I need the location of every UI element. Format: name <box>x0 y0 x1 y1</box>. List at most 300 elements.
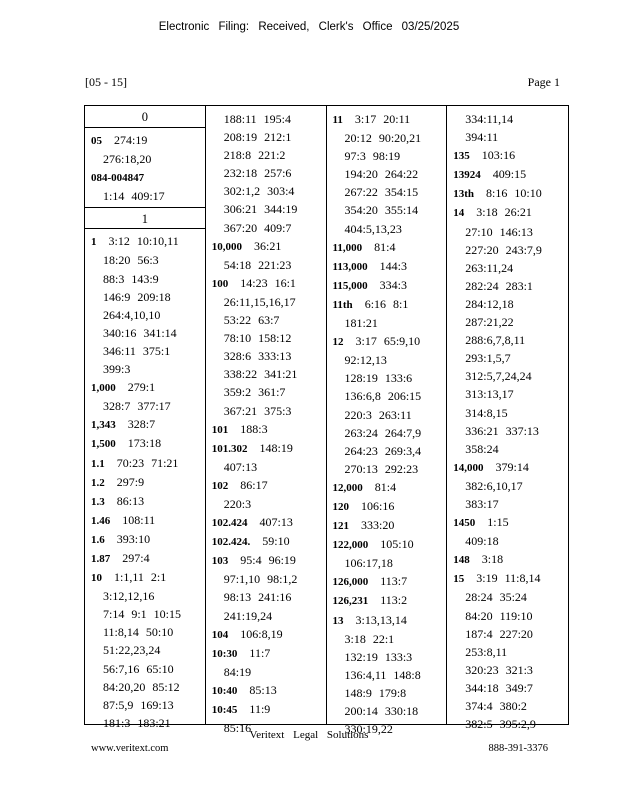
index-page-refs: 28:24 35:24 <box>465 590 527 605</box>
index-term: 11,000 <box>332 241 363 254</box>
index-column-1 <box>85 106 206 730</box>
index-page-refs: 8:16 10:10 <box>486 186 542 201</box>
index-page-refs: 84:19 <box>223 664 252 679</box>
index-page-refs: 354:20 355:14 <box>344 203 419 218</box>
index-page-refs: 404:5,13,23 <box>344 221 402 236</box>
index-page-refs: 1:1,11 2:1 <box>114 570 167 585</box>
index-entry <box>85 415 205 434</box>
index-page-refs: 188:11 195:4 <box>223 112 291 126</box>
index-entry <box>327 591 447 610</box>
index-entry <box>85 473 205 492</box>
index-term: 12,000 <box>332 481 363 494</box>
index-entry-continuation <box>206 495 326 513</box>
index-page-refs: 3:18 26:21 <box>476 205 532 220</box>
index-page-refs: 3:12,12,16 <box>103 589 155 604</box>
index-entry-continuation <box>447 532 568 550</box>
index-page-refs: 54:18 221:23 <box>223 257 292 272</box>
index-term: 1.87 <box>91 552 111 565</box>
index-entry <box>85 168 205 187</box>
index-page-refs: 3:17 20:11 <box>354 112 411 126</box>
index-entry-continuation <box>447 404 568 422</box>
index-term: 10:40 <box>211 684 238 697</box>
index-entry-continuation <box>206 256 326 274</box>
index-entry-continuation <box>85 288 205 306</box>
index-page-refs: 146:9 209:18 <box>103 289 171 304</box>
index-page-refs: 148:9 179:8 <box>344 685 407 700</box>
index-entry-continuation <box>327 666 447 684</box>
index-term: 12 <box>332 336 344 349</box>
index-entry-continuation <box>85 306 205 324</box>
index-entry-continuation <box>327 684 447 702</box>
index-page-refs: 97:3 98:19 <box>344 149 401 164</box>
index-page-refs: 306:21 344:19 <box>223 202 298 217</box>
index-entry-continuation <box>85 360 205 378</box>
index-entry <box>85 492 205 511</box>
index-entry-continuation <box>447 643 568 661</box>
index-entry-continuation <box>447 241 568 259</box>
index-page-refs: 328:7 <box>127 417 156 432</box>
index-page-refs: 359:2 361:7 <box>223 385 286 400</box>
index-page-refs: 78:10 158:12 <box>223 331 292 346</box>
index-page-refs: 105:10 <box>380 537 414 552</box>
index-page-refs: 194:20 264:22 <box>344 167 419 182</box>
index-column-3 <box>327 106 448 737</box>
index-entry-continuation <box>327 165 447 183</box>
index-entry <box>327 572 447 591</box>
index-entry-continuation <box>447 440 568 458</box>
index-term: 126,231 <box>332 595 369 608</box>
index-page-refs: 267:22 354:15 <box>344 185 419 200</box>
index-entry <box>447 184 568 203</box>
index-page-refs: 106:16 <box>361 498 395 513</box>
index-entry-continuation <box>447 385 568 403</box>
index-entry-continuation <box>85 187 205 205</box>
index-entry-continuation <box>206 329 326 347</box>
index-entry-continuation <box>447 625 568 643</box>
index-entry <box>206 644 326 663</box>
index-page-refs: 367:21 375:3 <box>223 403 292 418</box>
index-page-refs: 86:17 <box>240 477 268 492</box>
index-entry <box>206 439 326 458</box>
index-page-refs: 334:11,14 <box>465 112 514 126</box>
index-page-refs: 282:24 283:1 <box>465 278 533 293</box>
index-column-2 <box>206 106 327 736</box>
index-entry-continuation <box>327 648 447 666</box>
index-entry <box>447 165 568 184</box>
section-entries <box>85 128 205 205</box>
index-page-refs: 106:17,18 <box>344 556 393 571</box>
index-entry-continuation <box>447 607 568 625</box>
index-entry-continuation <box>206 311 326 329</box>
index-term: 1.1 <box>91 457 105 470</box>
index-page-refs: 113:2 <box>380 593 408 608</box>
index-term: 084-004847 <box>91 172 145 185</box>
index-term: 135 <box>453 150 470 163</box>
filing-stamp-header: Electronic Filing: Received, Clerk's Office 03/25/2025 <box>158 21 460 33</box>
index-entry <box>327 238 447 257</box>
index-page-refs: 85:13 <box>249 682 277 697</box>
index-page-refs: 3:18 <box>481 552 504 567</box>
index-entry-continuation <box>206 128 326 146</box>
index-entry-continuation <box>206 110 326 128</box>
index-page-refs: 181:3 183:21 <box>103 715 171 730</box>
index-page-refs: 383:17 <box>465 496 499 511</box>
index-page-refs: 188:3 <box>240 421 268 436</box>
index-page-refs: 333:20 <box>361 518 395 533</box>
index-term: 11 <box>332 114 343 126</box>
index-page-refs: 11:7 <box>249 645 271 660</box>
footer-company: Veritext Legal Solutions <box>249 729 369 741</box>
index-page-refs: 218:8 221:2 <box>223 148 286 163</box>
index-page-refs: 6:16 8:1 <box>364 296 409 311</box>
index-entry-continuation <box>327 406 447 424</box>
index-entry-continuation <box>447 110 568 128</box>
index-page-refs: 81:4 <box>374 479 397 494</box>
index-term: 1.6 <box>91 533 105 546</box>
index-page-refs: 81:4 <box>374 239 396 254</box>
index-entry-continuation <box>447 313 568 331</box>
index-page-refs: 379:14 <box>495 459 529 474</box>
index-page-refs: 407:13 <box>259 515 293 530</box>
index-entry <box>206 700 326 719</box>
section-heading: 0 <box>85 106 205 128</box>
index-entry <box>85 530 205 549</box>
index-term: 14 <box>453 207 465 220</box>
index-entry-continuation <box>85 605 205 623</box>
index-page-refs: 84:20 119:10 <box>465 608 533 623</box>
index-entry <box>327 478 447 497</box>
index-page-refs: 86:13 <box>116 493 145 508</box>
index-term: 121 <box>332 520 349 533</box>
index-page-refs: 264:23 269:3,4 <box>344 443 422 458</box>
index-page-refs: 14:23 16:1 <box>240 275 296 290</box>
index-page-refs: 344:18 349:7 <box>465 680 533 695</box>
index-page-refs: 232:18 257:6 <box>223 166 292 181</box>
index-entry <box>327 332 447 351</box>
index-entry <box>327 110 447 129</box>
index-entry-continuation <box>447 679 568 697</box>
index-page-refs: 11:9 <box>249 702 271 716</box>
index-entry <box>85 568 205 587</box>
index-entry-continuation <box>206 458 326 476</box>
index-page-refs: 302:1,2 303:4 <box>223 184 295 199</box>
index-page-refs: 113:7 <box>380 574 408 589</box>
index-entry-continuation <box>85 623 205 641</box>
index-entry <box>85 434 205 453</box>
index-term: 1.2 <box>91 476 105 489</box>
index-page-refs: 1:14 409:17 <box>103 189 165 204</box>
index-entry <box>327 516 447 535</box>
index-page-refs: 393:10 <box>116 531 151 546</box>
index-entry-continuation <box>206 663 326 681</box>
index-term: 126,000 <box>332 576 369 589</box>
index-entry <box>447 458 568 477</box>
index-entry-continuation <box>327 702 447 720</box>
index-page-refs: 18:20 56:3 <box>103 253 159 268</box>
index-entry-continuation <box>206 182 326 200</box>
index-entry-continuation <box>206 146 326 164</box>
index-entry-continuation <box>327 201 447 219</box>
index-page-refs: 97:1,10 98:1,2 <box>223 572 298 587</box>
index-entry <box>327 497 447 516</box>
index-page-refs: 297:9 <box>116 474 145 489</box>
index-term: 102.424. <box>211 536 251 549</box>
section-entries <box>85 229 205 732</box>
index-page-refs: 288:6,7,8,11 <box>465 333 526 348</box>
index-page-refs: 51:22,23,24 <box>103 643 161 658</box>
index-entry <box>327 611 447 630</box>
index-entry <box>327 257 447 276</box>
index-term: 10:30 <box>211 647 238 660</box>
index-entry-continuation <box>85 251 205 269</box>
index-page-refs: 313:13,17 <box>465 387 514 402</box>
index-entry-continuation <box>85 587 205 605</box>
index-entry-continuation <box>447 367 568 385</box>
index-entry <box>447 550 568 569</box>
index-entry-continuation <box>327 351 447 369</box>
index-term: 115,000 <box>332 279 368 292</box>
index-page-refs: 409:15 <box>492 167 527 182</box>
index-page-refs: 287:21,22 <box>465 315 514 330</box>
index-page-refs: 382:6,10,17 <box>465 478 523 493</box>
index-entry <box>85 511 205 530</box>
index-entry <box>327 295 447 314</box>
index-page-refs: 181:21 <box>344 316 378 331</box>
index-page-refs: 330:19,22 <box>344 722 393 737</box>
index-page-refs: 227:20 243:7,9 <box>465 242 542 257</box>
index-page-refs: 1:15 <box>487 515 509 530</box>
index-page-refs: 346:11 375:1 <box>103 343 171 358</box>
index-page-refs: 173:18 <box>127 436 162 451</box>
index-page-refs: 208:19 212:1 <box>223 130 292 145</box>
index-page-refs: 59:10 <box>262 534 290 549</box>
index-page-refs: 144:3 <box>379 258 407 273</box>
footer-phone: 888-391-3376 <box>488 743 548 754</box>
index-entry-continuation <box>206 365 326 383</box>
index-entry-continuation <box>447 259 568 277</box>
index-entry-continuation <box>206 570 326 588</box>
index-entry-continuation <box>327 554 447 572</box>
index-page-refs: 187:4 227:20 <box>465 626 533 641</box>
index-term: 1450 <box>453 517 476 530</box>
index-term: 122,000 <box>332 539 369 552</box>
index-entry-continuation <box>447 661 568 679</box>
index-entry-continuation <box>85 324 205 342</box>
index-term: 101.302 <box>211 442 248 455</box>
page-number-label: Page 1 <box>527 75 560 89</box>
index-page-refs: 374:4 380:2 <box>465 699 527 713</box>
index-page-refs: 3:12 10:10,11 <box>108 234 179 249</box>
index-term: 1 <box>91 236 97 249</box>
index-page-refs: 136:6,8 206:15 <box>344 389 422 404</box>
index-page-refs: 284:12,18 <box>465 296 514 311</box>
index-entry-continuation <box>85 270 205 288</box>
index-page-refs: 3:18 22:1 <box>344 631 395 646</box>
index-term: 148 <box>453 554 470 567</box>
index-page-refs: 26:11,15,16,17 <box>223 294 296 309</box>
index-page-refs: 128:19 133:6 <box>344 371 413 386</box>
index-page-refs: 407:13 <box>223 459 258 474</box>
index-page-refs: 106:8,19 <box>240 626 283 641</box>
index-entry <box>85 378 205 397</box>
index-page-refs: 312:5,7,24,24 <box>465 369 532 384</box>
index-entry-continuation <box>206 347 326 365</box>
index-page-refs: 253:8,11 <box>465 644 508 659</box>
index-entry-continuation <box>447 277 568 295</box>
index-entry-continuation <box>447 495 568 513</box>
index-page-refs: 136:4,11 148:8 <box>344 667 421 682</box>
index-entry-continuation <box>327 387 447 405</box>
index-page-refs: 293:1,5,7 <box>465 351 511 366</box>
index-entry <box>206 274 326 293</box>
index-page-refs: 340:16 341:14 <box>103 325 177 340</box>
index-entry <box>206 420 326 439</box>
index-page-refs: 20:12 90:20,21 <box>344 131 422 146</box>
index-entry-continuation <box>327 424 447 442</box>
index-entry <box>327 535 447 554</box>
index-page-refs: 220:3 263:11 <box>344 407 412 422</box>
index-entry-continuation <box>206 219 326 237</box>
index-entry <box>206 625 326 644</box>
index-entry <box>85 232 205 251</box>
index-term: 13924 <box>453 169 481 182</box>
index-term: 11th <box>332 298 353 311</box>
index-entry-continuation <box>206 383 326 401</box>
index-entry <box>206 532 326 551</box>
index-entry-continuation <box>85 397 205 415</box>
index-entry-continuation <box>206 293 326 311</box>
index-term: 1,343 <box>91 419 116 432</box>
section-heading: 1 <box>85 207 205 229</box>
index-page-refs: 103:16 <box>481 148 516 163</box>
index-entry-continuation <box>85 342 205 360</box>
index-term: 113,000 <box>332 260 368 273</box>
index-entry-continuation <box>206 402 326 420</box>
index-entry <box>206 237 326 256</box>
index-page-refs: 3:17 65:9,10 <box>355 334 421 349</box>
index-entry-continuation <box>327 460 447 478</box>
index-page-refs: 382:5 395:2,9 <box>465 717 536 732</box>
index-entry-continuation <box>327 442 447 460</box>
index-entry <box>85 131 205 150</box>
index-page-refs: 7:14 9:1 10:15 <box>103 607 182 622</box>
index-page-refs: 276:18,20 <box>103 152 152 167</box>
index-page-refs: 70:23 71:21 <box>116 455 179 470</box>
index-page-refs: 3:13,13,14 <box>355 612 407 627</box>
index-entry-continuation <box>327 129 447 147</box>
index-page-refs: 409:18 <box>465 534 499 549</box>
index-term: 120 <box>332 500 349 513</box>
index-entry-continuation <box>327 630 447 648</box>
index-entry-continuation <box>85 696 205 714</box>
index-page-refs: 241:19,24 <box>223 608 273 623</box>
index-page-refs: 264:4,10,10 <box>103 307 161 322</box>
index-term: 103 <box>211 555 229 568</box>
index-entry-continuation <box>327 183 447 201</box>
index-entry <box>447 513 568 532</box>
index-entry <box>447 146 568 165</box>
index-entry <box>447 203 568 222</box>
index-term: 104 <box>211 628 229 641</box>
index-page-refs: 132:19 133:3 <box>344 649 413 664</box>
index-term: 1.46 <box>91 514 111 527</box>
index-page-refs: 328:6 333:13 <box>223 349 292 364</box>
index-term: 102.424 <box>211 517 248 530</box>
index-entry-continuation <box>447 349 568 367</box>
index-entry <box>327 276 447 295</box>
index-page-refs: 85:16 <box>223 721 252 736</box>
index-page-refs: 320:23 321:3 <box>465 662 533 677</box>
index-page-refs: 56:7,16 65:10 <box>103 661 174 676</box>
index-term: 1,000 <box>91 382 116 395</box>
index-entry-continuation <box>206 588 326 606</box>
index-entry-continuation <box>85 678 205 696</box>
index-entry <box>206 476 326 495</box>
index-page-refs: 3:19 11:8,14 <box>476 571 541 586</box>
index-page-refs: 270:13 292:23 <box>344 461 419 476</box>
index-page-refs: 53:22 63:7 <box>223 313 280 328</box>
footer-website: www.veritext.com <box>91 743 169 754</box>
index-term: 13th <box>453 188 475 201</box>
index-term: 14,000 <box>453 461 484 474</box>
index-entry-continuation <box>447 697 568 715</box>
index-page-refs: 148:19 <box>259 440 293 455</box>
index-page-refs: 338:22 341:21 <box>223 367 298 382</box>
index-entry <box>85 454 205 473</box>
index-term: 1.3 <box>91 495 105 508</box>
index-term: 13 <box>332 614 344 627</box>
index-entry-continuation <box>206 607 326 625</box>
index-entry-continuation <box>85 660 205 678</box>
index-page-refs: 274:19 <box>114 133 148 147</box>
index-entry <box>206 681 326 700</box>
index-entry-continuation <box>447 588 568 606</box>
index-term: 100 <box>211 277 229 290</box>
index-entry-continuation <box>447 477 568 495</box>
index-entry-continuation <box>447 128 568 146</box>
index-term: 102 <box>211 479 229 492</box>
index-entry <box>206 513 326 532</box>
index-term: 1,500 <box>91 438 116 451</box>
index-entry-continuation <box>327 147 447 165</box>
index-page-refs: 220:3 <box>223 496 252 511</box>
index-page-refs: 279:1 <box>127 380 156 395</box>
index-page-refs: 84:20,20 85:12 <box>103 679 180 694</box>
index-page-refs: 297:4 <box>122 550 150 565</box>
index-entry-continuation <box>85 150 205 168</box>
index-term: 10 <box>91 572 102 585</box>
index-page-refs: 36:21 <box>254 238 282 253</box>
index-page-refs: 108:11 <box>122 512 156 527</box>
index-term: 05 <box>91 135 102 147</box>
index-page-refs: 328:7 377:17 <box>103 399 171 414</box>
index-page-refs: 358:24 <box>465 441 499 456</box>
index-term: 10,000 <box>211 240 242 253</box>
index-page-refs: 27:10 146:13 <box>465 224 533 239</box>
index-page-refs: 11:8,14 50:10 <box>103 625 174 640</box>
index-entry <box>447 569 568 588</box>
index-entry-continuation <box>447 331 568 349</box>
index-term: 15 <box>453 573 465 586</box>
index-page-refs: 263:11,24 <box>465 260 514 275</box>
index-range-label: [05 - 15] <box>85 75 127 89</box>
index-page-refs: 88:3 143:9 <box>103 271 159 286</box>
index-entry-continuation <box>85 641 205 659</box>
index-page-refs: 367:20 409:7 <box>223 220 292 235</box>
index-entry-continuation <box>447 422 568 440</box>
index-page-refs: 336:21 337:13 <box>465 423 539 438</box>
index-page-refs: 263:24 264:7,9 <box>344 425 422 440</box>
